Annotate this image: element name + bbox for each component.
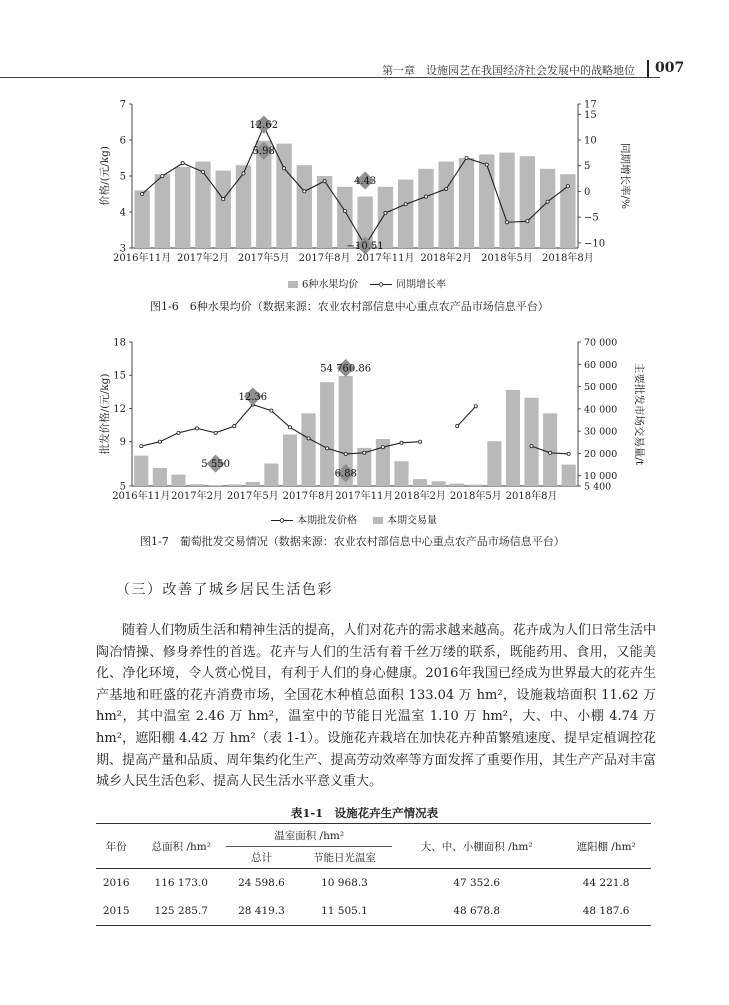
line-point [530,445,533,448]
cell-gh-total: 24 598.6 [238,877,285,889]
y-axis-title: 批发价格/(元/kg) [99,373,111,455]
bar [171,475,185,486]
bar [506,390,520,486]
bar [562,465,576,486]
y2-tick-label: 70 000 [584,337,618,349]
cell-gh-total: 28 419.3 [226,897,297,926]
line-point [288,426,291,429]
data-label: 5.98 [252,146,275,158]
table-row [96,869,651,898]
y2-tick-label: 10 000 [584,471,618,483]
line-point [343,209,346,212]
x-tick-label: 2017年11月 [335,491,394,502]
table-row [96,897,651,926]
col-greenhouse-total: 总计 [226,847,297,869]
legend-line-label: 本期批发价格 [297,515,357,527]
bar [246,482,260,486]
data-label: 6.88 [334,468,357,480]
line-point [549,451,552,454]
y-tick-label: 3 [119,243,126,255]
x-tick-label: 2016年11月 [113,253,172,264]
paragraph: 随着人们物质生活和精神生活的提高，人们对花卉的需求越来越高。花卉成为人们日常生活中陶冶情操、修身养性的首选。花卉与人们的生活有着千丝万缕的联系，既能药用、食用，又能美化、净化环境，令人赏心悦目，有利于人们的身心健康。2016年我国已经成为世界最大的花卉生产基地和旺盛的花卉消费市场，全国花木种植总面积 133.04 万 hm²，设施栽培面积 11.62 万 hm²，其中温室 2.46 万 hm²，温室中的节能日光温室 1.10 万 hm²，大、中、小棚 4.74 万 hm²，遮阳棚 4.42 万 hm²（表 1-1）。设施花卉栽培在加快花卉种苗繁殖速度、提早定植调控花期、提高产量和品质、周年集约化生产、提高劳动效率等方面发挥了重要作用，其生产产品对丰富城乡人民生活色彩、提高人民生活水平意义重大。 [96,623,656,790]
line-point [323,180,326,183]
header-separator [647,60,649,77]
series-line [141,405,568,454]
x-tick-label: 2017年5月 [226,491,279,502]
line-point [566,185,569,188]
page-number: 007 [655,60,685,76]
data-label: −10.51 [346,240,384,252]
bar [190,484,204,486]
cell-year: 2016 [102,877,130,889]
line-point [326,447,329,450]
x-tick-label: 2017年8月 [282,491,335,502]
line-point [307,437,310,440]
legend-bar-swatch [288,281,298,288]
bar [134,456,148,486]
x-tick-label: 2017年8月 [298,253,351,264]
data-label: 4.43 [354,176,377,188]
bar [378,187,393,248]
bar [320,382,334,486]
col-year: 年份 [96,824,136,869]
line-point [158,440,161,443]
cell-total: 116 173.0 [154,877,208,889]
y2-axis-title: 主要批发市场交易量/t [633,362,645,466]
line-point [485,163,488,166]
y2-tick-label: 60 000 [584,359,618,371]
data-label: 12.62 [249,120,279,132]
bar [175,167,190,248]
data-label: 12.36 [238,391,268,403]
bar [479,154,494,248]
line-point [242,172,245,175]
x-tick-label: 2017年11月 [356,253,415,264]
header-rule [0,77,660,78]
bar [487,441,501,486]
bar [394,461,408,486]
bar [540,169,555,248]
bar [450,484,464,486]
x-tick-label: 2018年2月 [420,253,473,264]
x-tick-label: 2017年5月 [237,253,290,264]
data-label: 5 550 [201,459,230,471]
chapter-title: 第一章 设施园艺在我国经济社会发展中的战略地位 [382,64,635,77]
line-point [526,220,529,223]
y-tick-label: 12 [113,403,126,415]
line-point [384,211,387,214]
line-point [195,427,198,430]
y2-axis-title: 同期增长率/% [619,142,631,210]
bar [297,165,312,248]
x-tick-label: 2016年11月 [112,491,171,502]
line-point [282,167,285,170]
y-tick-label: 9 [119,437,126,449]
line-point [233,425,236,428]
flower-production-table [96,823,651,926]
cell-tunnel: 48 678.8 [392,897,561,926]
bar [469,485,483,486]
line-point [181,162,184,165]
col-greenhouse-solar: 节能日光温室 [297,847,392,869]
bar [543,413,557,486]
y2-tick-label: 10 [584,135,597,147]
bar [432,481,446,486]
cell-shade: 44 221.8 [582,877,630,889]
line-point [400,441,403,444]
line-point [161,174,164,177]
legend-line-marker [280,519,284,523]
legend-bar-label: 本期交易量 [387,515,437,527]
bar [155,174,170,248]
y2-tick-label: 5 [584,161,591,173]
line-point [465,156,468,159]
bar [524,398,538,486]
y2-tick-label: 17 [584,99,597,111]
line-point [445,187,448,190]
line-point [214,431,217,434]
line-point [381,446,384,449]
bar [418,169,433,248]
line-point [222,198,225,201]
cell-total: 125 285.7 [136,897,226,926]
bar [195,162,210,248]
y2-tick-label: 40 000 [584,404,618,416]
legend-bar-label: 6种水果均价 [302,279,359,291]
line-point [141,192,144,195]
y2-tick-label: 20 000 [584,448,618,460]
line-point [474,405,477,408]
bar [216,171,231,248]
bar [236,165,251,248]
legend-line-label: 同期增长率 [396,279,446,291]
bar [283,435,297,486]
bar [459,158,474,248]
bar [398,180,413,248]
line-point [418,440,421,443]
col-greenhouse-area: 温室面积 /hm² [226,824,392,847]
bar [153,468,167,486]
bar [301,413,315,486]
cell-gh-solar: 10 968.3 [321,877,368,889]
line-point [303,190,306,193]
y2-tick-label: −5 [584,212,599,224]
bar [134,190,149,248]
cell-shade: 48 187.6 [561,897,651,926]
y2-tick-label: −10 [584,238,606,250]
col-shade-area: 遮阳棚 /hm² [561,824,651,869]
line-point [344,452,347,455]
cell-year: 2015 [96,897,136,926]
line-point [404,203,407,206]
bar [337,187,352,248]
y-tick-label: 5 [119,481,126,493]
line-point [140,445,143,448]
y-tick-label: 4 [119,207,126,219]
line-point [270,409,273,412]
bar [499,153,514,248]
bar [520,156,535,248]
line-point [424,195,427,198]
legend-line-marker [379,283,383,287]
cell-gh-solar: 11 505.1 [297,897,392,926]
bar [413,479,427,486]
y-axis-title: 价格/(元/kg) [99,146,111,206]
x-tick-label: 2018年2月 [394,491,446,502]
table-title: 表1-1 设施花卉生产情况表 [290,806,439,820]
x-tick-label: 2018年8月 [541,253,594,264]
legend-bar-swatch [373,517,383,524]
y2-tick-label: 15 [584,109,597,121]
y2-tick-label: 0 [584,186,591,198]
line-point [177,431,180,434]
y-tick-label: 15 [113,370,126,382]
line-point [363,451,366,454]
section-heading: （三）改善了城乡居民生活色彩 [116,582,333,598]
x-tick-label: 2018年8月 [505,491,558,502]
body-text [96,620,656,793]
line-point [567,452,570,455]
cell-tunnel: 47 352.6 [453,877,501,889]
line-point [456,425,459,428]
y2-tick-label: 30 000 [584,426,618,438]
bar [317,176,332,248]
y-tick-label: 5 [119,171,126,183]
fruit-price-chart [96,96,656,296]
bar [276,144,291,248]
y-tick-label: 18 [113,337,126,349]
figure-1-7-caption: 图1-7 葡萄批发交易情况（数据来源：农业农村部信息中心重点农产品市场信息平台） [140,535,565,548]
x-tick-label: 2017年2月 [171,491,223,502]
data-label: 54 760.86 [320,363,372,375]
x-tick-label: 2018年5月 [481,253,533,264]
bar [264,463,278,486]
figure-1-6-caption: 图1-6 6种水果均价（数据来源：农业农村部信息中心重点农产品市场信息平台） [150,300,549,313]
bar [227,484,241,486]
grape-wholesale-chart [96,334,676,534]
y2-tick-label: 5 400 [584,481,612,493]
x-tick-label: 2017年2月 [177,253,229,264]
line-point [201,170,204,173]
x-tick-label: 2018年5月 [449,491,502,502]
bar [439,162,454,248]
line-point [505,221,508,224]
y2-tick-label: 50 000 [584,382,618,394]
col-total-area: 总面积 /hm² [136,824,226,869]
y-tick-label: 6 [119,135,126,147]
col-tunnel-area: 大、中、小棚面积 /hm² [392,824,561,869]
y-tick-label: 7 [119,99,126,111]
line-point [546,200,549,203]
